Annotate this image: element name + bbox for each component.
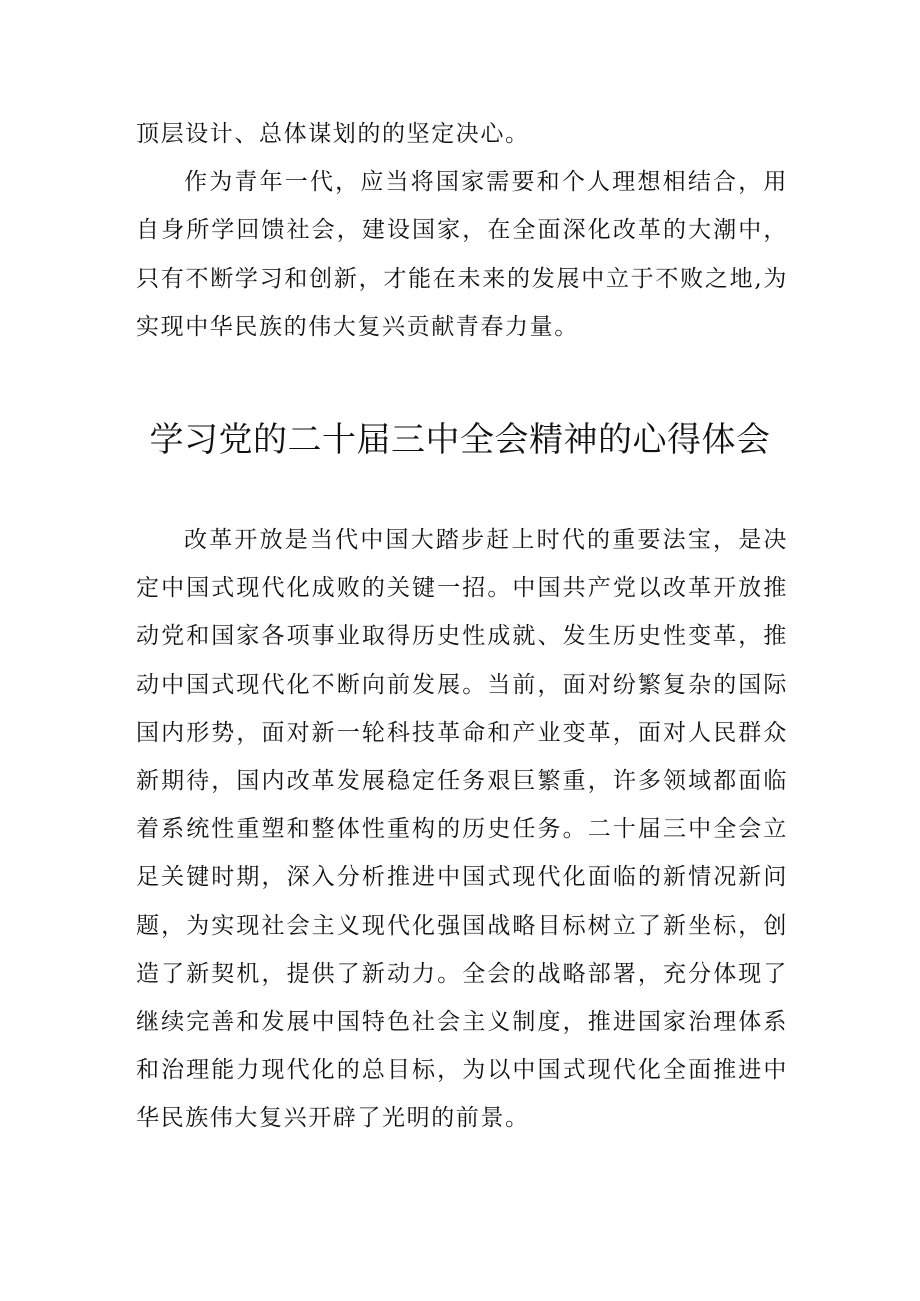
body-paragraph: 改革开放是当代中国大踏步赶上时代的重要法宝，是决定中国式现代化成败的关键一招。中国共产党以改革开放推动党和国家各项事业取得历史性成就、发生历史性变革，推动中国式现代化不断向前发展。当前，面对纷繁复杂的国际国内形势，面对新一轮科技革命和产业变革，面对人民群众新期待，国内改革发展稳定任务艰巨繁重，许多领域都面临着系统性重塑和整体性重构的历史任务。二十届三中全会立足关键时期，深入分析推进中国式现代化面临的新情况新问题，为实现社会主义现代化强国战略目标树立了新坐标，创造了新契机，提供了新动力。全会的战略部署，充分体现了继续完善和发展中国特色社会主义制度，推进国家治理体系和治理能力现代化的总目标，为以中国式现代化全面推进中华民族伟大复兴开辟了光明的前景。 xyxy=(136,527,788,1132)
previous-paragraph-continuation: 顶层设计、总体谋划的的坚定决心。 xyxy=(136,121,530,147)
previous-closing-paragraph: 作为青年一代，应当将国家需要和个人理想相结合，用自身所学回馈社会，建设国家，在全面深化改革的大潮中，只有不断学习和创新，才能在未来的发展中立于不败之地,为实现中华民族的伟大复兴贡献青春力量。 xyxy=(136,169,788,340)
article-body xyxy=(136,516,788,1143)
previous-section xyxy=(136,110,788,351)
article-title: 学习党的二十届三中全会精神的心得体会 xyxy=(149,420,771,460)
